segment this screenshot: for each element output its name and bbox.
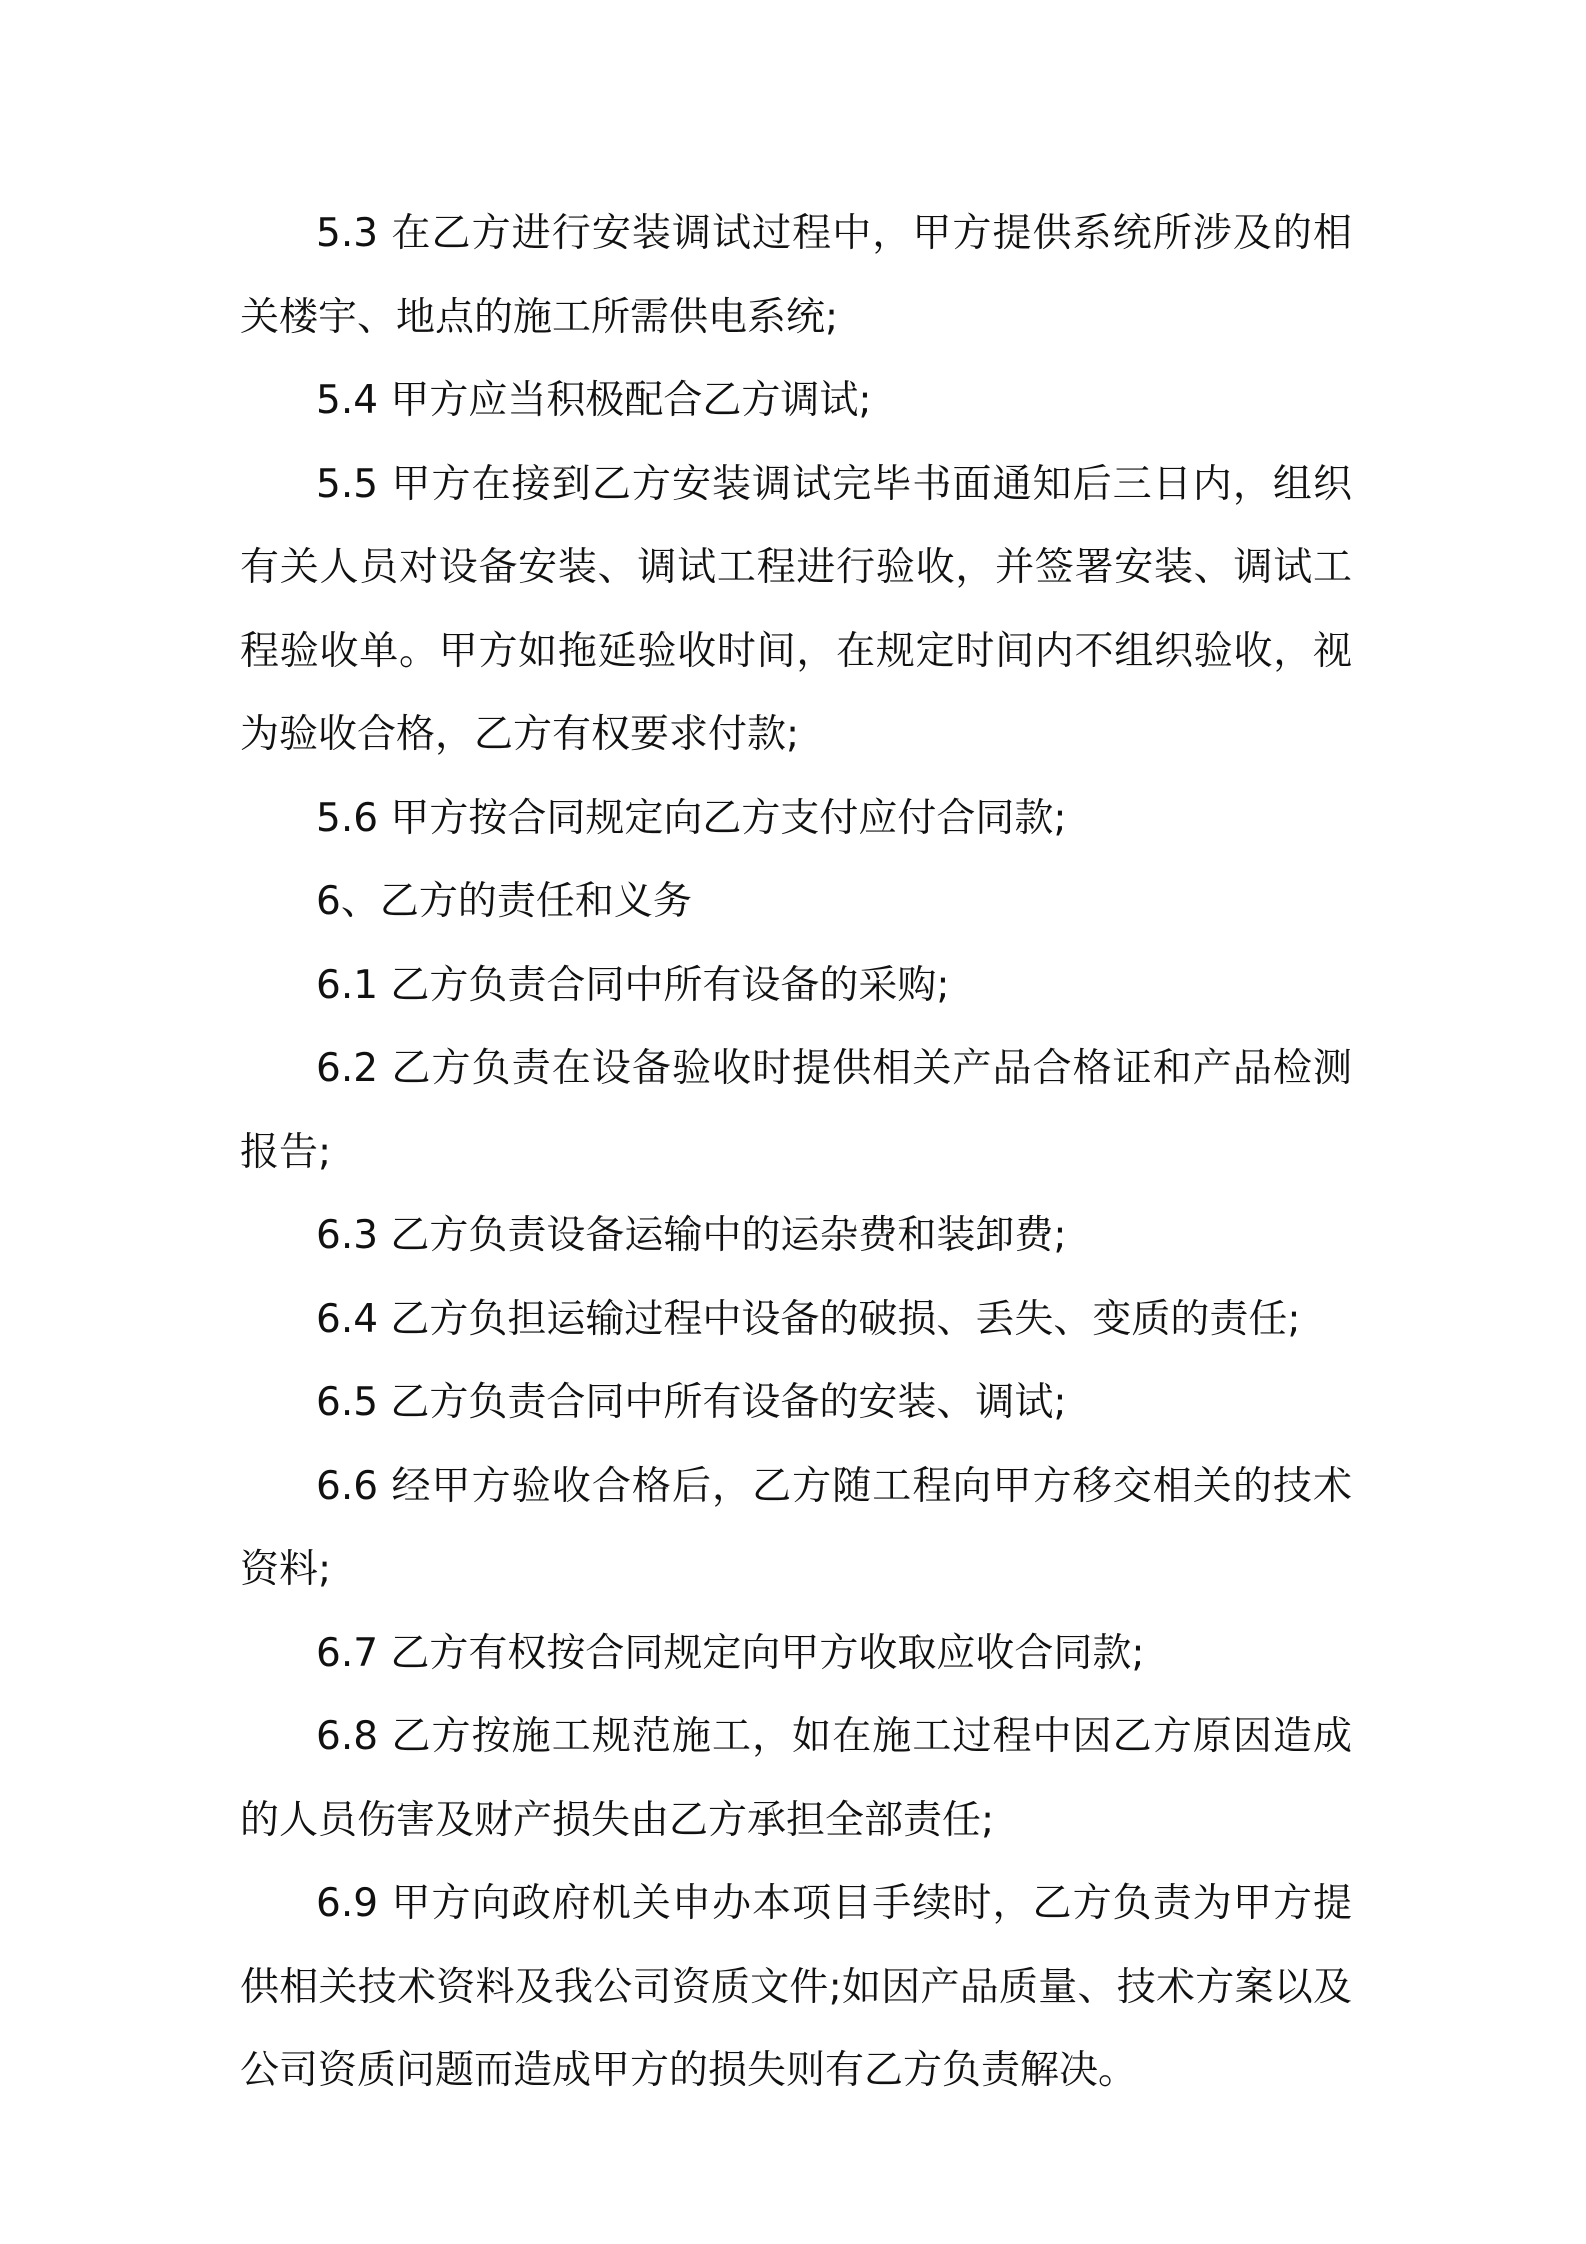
section-6-heading: 6、乙方的责任和义务 bbox=[316, 879, 692, 924]
clause-6-8: 6.8 乙方按施工规范施工，如在施工过程中因乙方原因造成的人员伤害及财产损失由乙方承担全部责任; bbox=[240, 1714, 1352, 1843]
document-page bbox=[240, 192, 1352, 2113]
clause-6-1: 6.1 乙方负责合同中所有设备的采购; bbox=[316, 962, 950, 1008]
clause-6-2: 6.2 乙方负责在设备验收时提供相关产品合格证和产品检测报告; bbox=[240, 1046, 1352, 1175]
clause-6-4: 6.4 乙方负担运输过程中设备的破损、丢失、变质的责任; bbox=[316, 1296, 1301, 1342]
clause-6-9: 6.9 甲方向政府机关申办本项目手续时，乙方负责为甲方提供相关技术资料及我公司资质文件;如因产品质量、技术方案以及公司资质问题而造成甲方的损失则有乙方负责解决。 bbox=[240, 1881, 1352, 2093]
clause-5-6: 5.6 甲方按合同规定向乙方支付应付合同款; bbox=[316, 795, 1067, 841]
clause-6-3: 6.3 乙方负责设备运输中的运杂费和装卸费; bbox=[316, 1213, 1067, 1258]
clause-5-5: 5.5 甲方在接到乙方安装调试完毕书面通知后三日内，组织有关人员对设备安装、调试工程进行验收，并签署安装、调试工程验收单。甲方如拖延验收时间，在规定时间内不组织验收，视为验收合格，乙方有权要求付款; bbox=[240, 461, 1352, 757]
clause-6-6: 6.6 经甲方验收合格后，乙方随工程向甲方移交相关的技术资料; bbox=[240, 1463, 1352, 1592]
clause-6-7: 6.7 乙方有权按合同规定向甲方收取应收合同款; bbox=[316, 1630, 1145, 1676]
clause-5-3: 5.3 在乙方进行安装调试过程中，甲方提供系统所涉及的相关楼宇、地点的施工所需供电系统; bbox=[240, 211, 1352, 340]
clause-5-4: 5.4 甲方应当积极配合乙方调试; bbox=[316, 378, 872, 423]
clause-6-5: 6.5 乙方负责合同中所有设备的安装、调试; bbox=[316, 1380, 1067, 1425]
